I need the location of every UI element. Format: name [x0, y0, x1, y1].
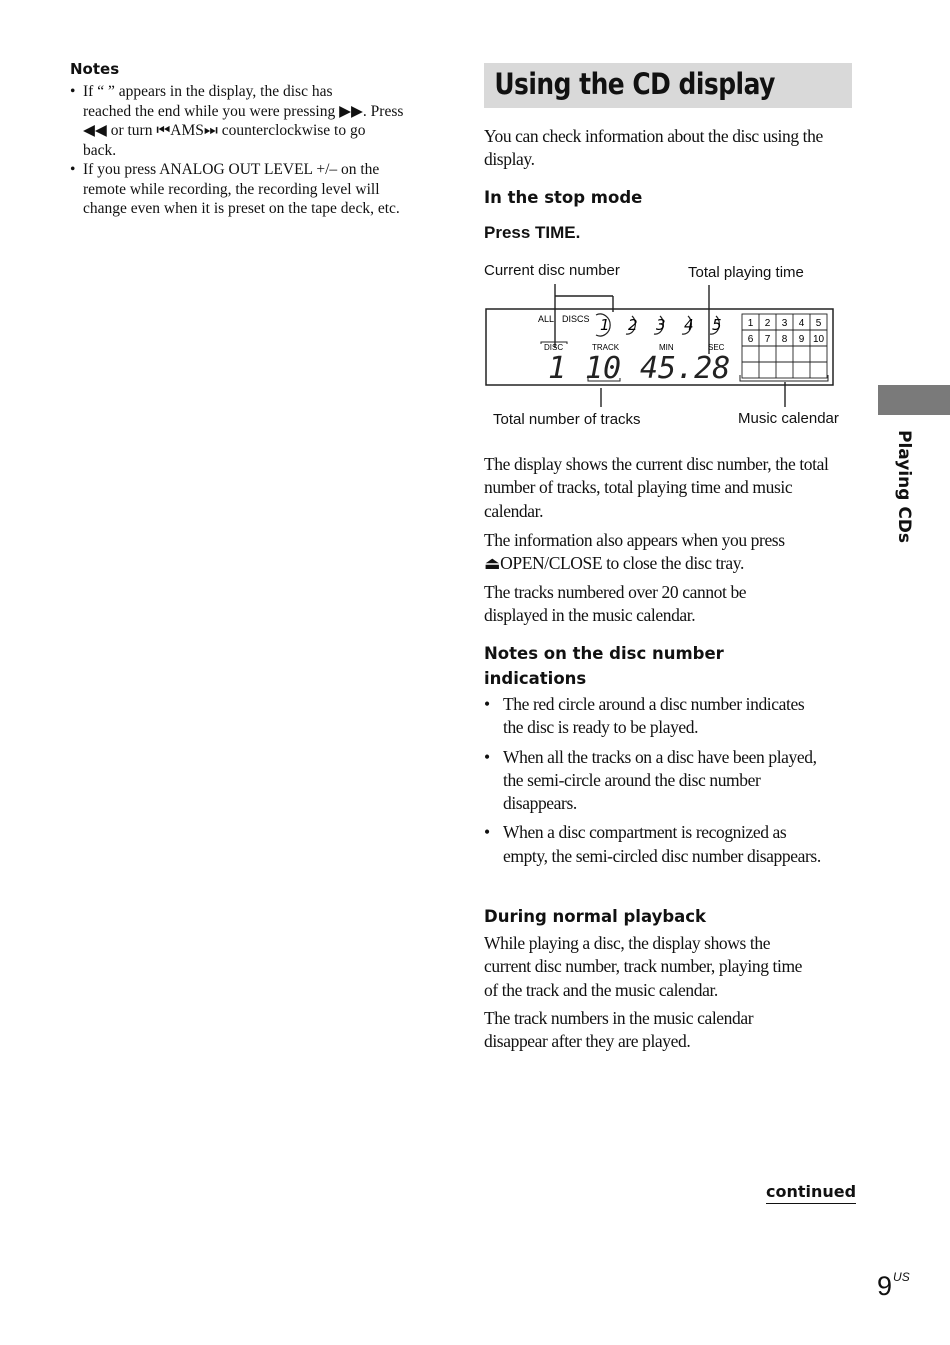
note-item-analog-out: • If you press ANALOG OUT LEVEL +/– on the remote while recording, the recording level will change even when it is preset on the tape deck, etc.	[70, 160, 442, 219]
chapter-tab-label: Playing CDs	[894, 430, 914, 544]
section-title-bar	[484, 63, 852, 108]
disc-number-1: 1	[600, 316, 610, 334]
indicator-min: MIN	[659, 343, 674, 352]
calendar-number-3: 3	[781, 318, 788, 329]
disc-number-2: 2	[628, 316, 638, 334]
disc-notes-list	[484, 693, 824, 874]
note-line: If “ ” appears in the display, the disc has	[83, 83, 333, 100]
notes-box	[70, 60, 442, 219]
calendar-number-9: 9	[798, 334, 805, 345]
note-line: reached the end while you were pressing ▶▶. Press	[83, 102, 404, 120]
normal-playback-heading: During normal playback	[484, 907, 707, 926]
normal-playback-paragraph: While playing a disc, the display shows the current disc number, track number, playing time of the track and the music calendar.	[484, 933, 803, 1000]
indicator-sec: SEC	[708, 343, 725, 352]
calendar-number-8: 8	[781, 334, 788, 345]
note-line: remote while recording, the recording level will	[83, 180, 380, 198]
calendar-number-1: 1	[747, 318, 754, 329]
list-item: • The red circle around a disc number indicates the disc is ready to be played.	[484, 694, 805, 738]
notes-heading: Notes	[70, 60, 120, 78]
disc-value: 1	[548, 351, 567, 386]
disc-number-5: 5	[712, 316, 722, 334]
stop-mode-heading: In the stop mode	[484, 188, 643, 207]
tracks-over-20-paragraph: The tracks numbered over 20 cannot be displayed in the music calendar.	[484, 582, 747, 626]
open-close-paragraph: The information also appears when you press ⏏OPEN/CLOSE to close the disc tray.	[484, 530, 785, 574]
note-line: ◀◀ or turn ⏮AMS⏭ counterclockwise to go	[83, 122, 366, 139]
page-number: $9^{US}$	[877, 1270, 910, 1301]
note-line: back.	[83, 141, 117, 159]
note-line: change even when it is preset on the tape deck, etc.	[83, 200, 400, 217]
label-total-playing-time: Total playing time	[688, 264, 804, 281]
list-item: • When a disc compartment is recognized as empty, the semi-circled disc number disappears.	[484, 822, 821, 866]
notes-disc-number-heading: Notes on the disc number indications	[484, 644, 724, 688]
calendar-number-7: 7	[764, 334, 771, 345]
indicator-disc: DISC	[544, 343, 564, 352]
indicator-track: TRACK	[592, 343, 620, 352]
calendar-number-6: 6	[747, 334, 754, 345]
track-value: 10	[585, 351, 622, 386]
indicator-all: ALL	[538, 314, 555, 324]
label-total-number-of-tracks: Total number of tracks	[493, 411, 641, 428]
disc-numbers	[600, 316, 722, 334]
note-item-display-end: • If “ ” appears in the display, the disc has reached the end while you were pressing ▶▶. Press ◀◀ or turn ⏮AMS⏭ counterclockwise to go back.	[70, 82, 442, 160]
indicator-discs: DISCS	[562, 314, 590, 324]
intro-paragraph: You can check information about the disc using the display.	[484, 126, 823, 170]
notes-list	[70, 82, 442, 219]
continued-label: continued	[766, 1182, 856, 1204]
calendar-number-5: 5	[815, 318, 822, 329]
calendar-number-10: 10	[812, 334, 825, 345]
disc-number-4: 4	[684, 316, 694, 334]
chapter-tab-marker	[878, 385, 950, 415]
list-item: • When all the tracks on a disc have been played, the semi-circle around the disc number disappears.	[484, 746, 817, 814]
segment-digits	[548, 351, 730, 386]
label-current-disc-number: Current disc number	[484, 262, 620, 279]
note-line: If you press ANALOG OUT LEVEL +/– on the	[83, 161, 380, 178]
label-music-calendar: Music calendar	[738, 410, 839, 427]
cd-display-diagram	[480, 282, 845, 410]
press-time-instruction: Press TIME.	[484, 223, 581, 242]
section-title: Using the CD display	[494, 67, 775, 101]
calendar-number-2: 2	[764, 318, 771, 329]
disc-number-3: 3	[656, 316, 666, 334]
track-numbers-paragraph: The track numbers in the music calendar disappear after they are played.	[484, 1008, 754, 1052]
display-description-paragraph: The display shows the current disc number, the total number of tracks, total playing time and music calendar.	[484, 454, 829, 521]
time-value: 45.28	[640, 351, 731, 386]
calendar-number-4: 4	[798, 318, 805, 329]
